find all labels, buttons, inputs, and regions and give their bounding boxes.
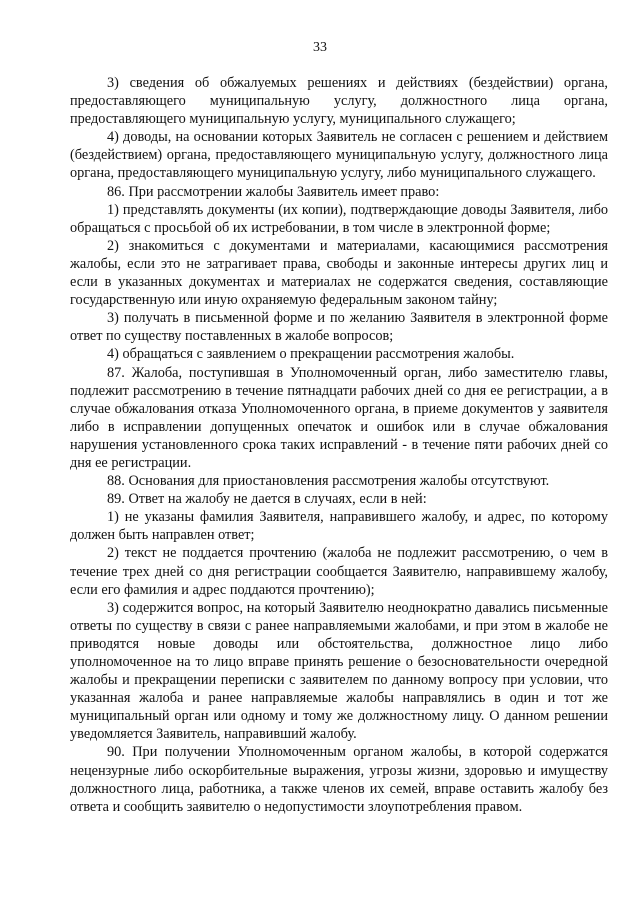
paragraph-89-item-2: 2) текст не поддается прочтению (жалоба не подлежит рассмотрению, о чем в течение трех дней со дня регистрации сообщается Заявителю, направившему жалобу, если его фамилия и адрес поддаются прочтению);: [70, 545, 608, 598]
document-body: [70, 74, 608, 816]
paragraph-86-item-4: 4) обращаться с заявлением о прекращении рассмотрения жалобы.: [107, 346, 515, 363]
paragraph-89: 89. Ответ на жалобу не дается в случаях, если в ней:: [107, 491, 427, 508]
paragraph-86-item-1: 1) представлять документы (их копии), подтверждающие доводы Заявителя, либо обращаться с просьбой об их истребовании, в том числе в электронной форме;: [70, 201, 608, 236]
paragraph-86: 86. При рассмотрении жалобы Заявитель имеет право:: [107, 183, 440, 200]
paragraph-89-item-3: 3) содержится вопрос, на который Заявителю неоднократно давались письменные ответы по существу в связи с ранее направляемыми жалобами, и при этом в жалобе не приводятся новые доводы или обстоятельства, должностное лицо либо уполномоченное на то лицо вправе принять решение о безосновательности очередной жалобы и прекращении переписки с заявителем по данному вопросу при условии, что указанная жалоба и ранее направляемые жалобы направлялись в один и тот же муниципальный орган или одному и тому же должностному лицу. О данном решении уведомляется Заявитель, направивший жалобу.: [70, 599, 608, 743]
paragraph-86-item-2: 2) знакомиться с документами и материалами, касающимися рассмотрения жалобы, если это не затрагивает права, свободы и законные интересы других лиц и если в указанных документах и материалах не содержатся сведения, составляющие государственную или иную охраняемую федеральным законом тайну;: [70, 237, 608, 309]
paragraph-86-item-3: 3) получать в письменной форме и по желанию Заявителя в электронной форме ответ по существу поставленных в жалобе вопросов;: [70, 310, 608, 345]
paragraph-90: 90. При получении Уполномоченным органом жалобы, в которой содержатся нецензурные либо оскорбительные выражения, угрозы жизни, здоровью и имуществу должностного лица, работника, а также членов их семей, вправе оставить жалобу без ответа и сообщить заявителю о недопустимости злоупотребления правом.: [70, 744, 608, 815]
paragraph-claim-item-3: 3) сведения об обжалуемых решениях и действиях (бездействии) органа, предоставляющего муниципальную услугу, должностного лица органа, предоставляющего муниципальную услугу, муниципального служащего;: [70, 75, 608, 128]
paragraph-88: 88. Основания для приостановления рассмотрения жалобы отсутствуют.: [107, 473, 550, 490]
paragraph-87: 87. Жалоба, поступившая в Уполномоченный орган, либо заместителю главы, подлежит рассмотрению в течение пятнадцати рабочих дней со дня ее регистрации, а в случае обжалования отказа Уполномоченного органа, в приеме документов у заявителя либо в исправлении допущенных опечаток и ошибок или в случае обжалования нарушения установленного срока таких исправлений - в течение пяти рабочих дней со дня ее регистрации.: [70, 364, 608, 471]
page-number: 33: [313, 40, 327, 55]
paragraph-89-item-1: 1) не указаны фамилия Заявителя, направившего жалобу, и адрес, по которому должен быть направлен ответ;: [70, 509, 608, 544]
paragraph-claim-item-4: 4) доводы, на основании которых Заявитель не согласен с решением и действием (бездействием) органа, предоставляющего муниципальную услугу, должностного лица органа, предоставляющего муниципальную услугу, либо муниципального служащего.: [70, 129, 608, 182]
